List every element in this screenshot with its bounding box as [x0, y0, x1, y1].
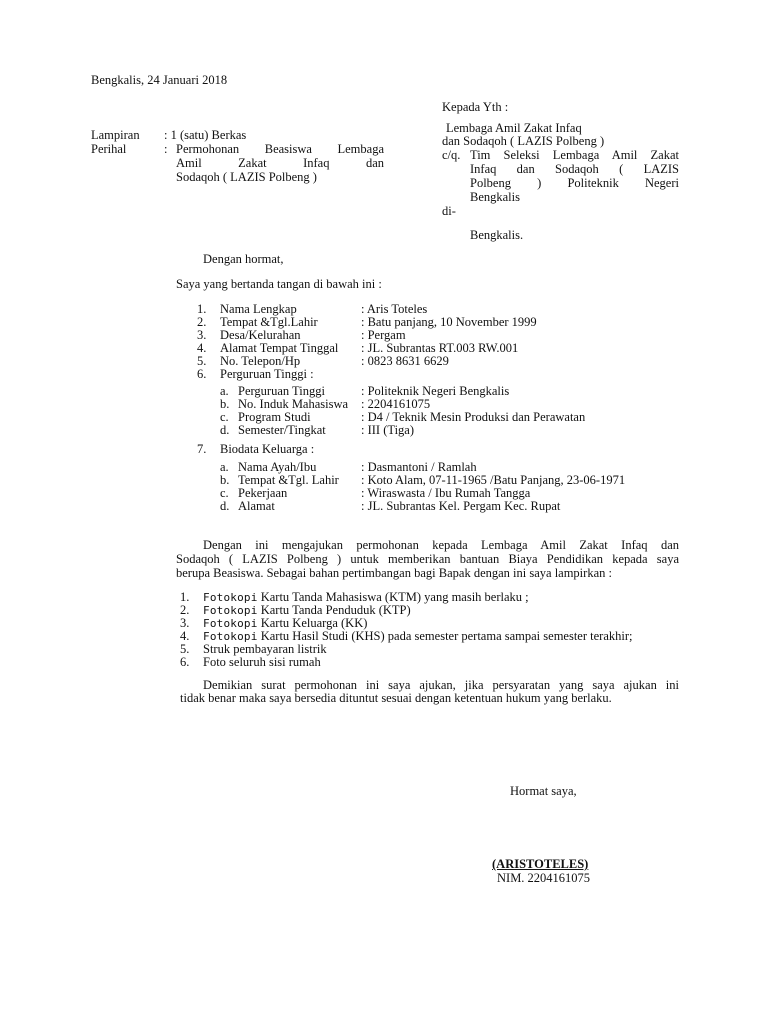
field-label: Nama Ayah/Ibu [238, 460, 317, 474]
salutation: Dengan hormat, [203, 252, 284, 266]
regards: Hormat saya, [510, 784, 577, 798]
field-value: : III (Tiga) [361, 423, 415, 437]
perihal-line-1: Permohonan Beasiswa Lembaga [176, 142, 384, 156]
lampiran-label: Lampiran [91, 128, 140, 142]
field-value: : Politeknik Negeri Bengkalis [361, 384, 510, 398]
recipient-cq-line-1: Tim Seleksi Lembaga Amil Zakat [470, 148, 679, 162]
perihal-label: Perihal [91, 142, 127, 156]
intro-text: Saya yang bertanda tangan di bawah ini : [176, 277, 382, 291]
field-value: : 0823 8631 6629 [361, 354, 449, 368]
field-value: : Dasmantoni / Ramlah [361, 460, 477, 474]
field-label: Program Studi [238, 410, 311, 424]
lampiran-value: : 1 (satu) Berkas [164, 128, 247, 142]
field-value: : D4 / Teknik Mesin Produksi dan Perawatan [361, 410, 586, 424]
field-label: Perguruan Tinggi : [220, 367, 314, 381]
field-value: : JL. Subrantas RT.003 RW.001 [361, 341, 519, 355]
field-label: No. Telepon/Hp [220, 354, 301, 368]
family-heading-num: 7. [197, 442, 207, 456]
signatory-name: (ARISTOTELES) [492, 857, 589, 871]
field-label: Tempat &Tgl. Lahir [238, 473, 339, 487]
recipient-line-2: dan Sodaqoh ( LAZIS Polbeng ) [442, 134, 605, 148]
perihal-line-2: Amil Zakat Infaq dan [176, 156, 384, 170]
field-value: : 2204161075 [361, 397, 431, 411]
paragraph-line-3: berupa Beasiswa. Sebagai bahan pertimbangan bagi Bapak dengan ini saya lampirkan : [176, 566, 612, 580]
recipient-city: Bengkalis. [470, 228, 524, 242]
field-label: Nama Lengkap [220, 302, 297, 316]
field-label: Perguruan Tinggi [238, 384, 325, 398]
field-value: : JL. Subrantas Kel. Pergam Kec. Rupat [361, 499, 561, 513]
recipient-di: di- [442, 204, 456, 218]
field-label: Alamat Tempat Tinggal [220, 341, 339, 355]
field-label: Alamat [238, 499, 275, 513]
family-heading: Biodata Keluarga : [220, 442, 315, 456]
field-value: : Wiraswasta / Ibu Rumah Tangga [361, 486, 531, 500]
field-value: : Batu panjang, 10 November 1999 [361, 315, 537, 329]
recipient-cq-line-3: Polbeng ) Politeknik Negeri [470, 176, 679, 190]
field-value: : Koto Alam, 07-11-1965 /Batu Panjang, 23-06-1971 [361, 473, 626, 487]
closing-line-1: Demikian surat permohonan ini saya ajukan, jika persyaratan yang saya ajukan ini [203, 678, 679, 692]
recipient-cq-prefix: c/q. [442, 148, 461, 162]
field-label: No. Induk Mahasiswa [238, 397, 349, 411]
field-label: Pekerjaan [238, 486, 288, 500]
recipient-line-1: Lembaga Amil Zakat Infaq [446, 121, 582, 135]
letter-date: Bengkalis, 24 Januari 2018 [91, 73, 228, 87]
signatory-nim: NIM. 2204161075 [497, 871, 591, 885]
recipient-cq-line-2: Infaq dan Sodaqoh ( LAZIS [470, 162, 679, 176]
paragraph-line-1: Dengan ini mengajukan permohonan kepada Lembaga Amil Zakat Infaq dan [203, 538, 679, 552]
field-value: : Aris Toteles [361, 302, 428, 316]
recipient-cq-line-4: Bengkalis [470, 190, 520, 204]
field-label: Tempat &Tgl.Lahir [220, 315, 318, 329]
field-label: Semester/Tingkat [238, 423, 326, 437]
closing-line-2: tidak benar maka saya bersedia dituntut sesuai dengan ketentuan hukum yang berlaku. [180, 691, 612, 705]
recipient-greeting: Kepada Yth : [442, 100, 509, 114]
perihal-colon: : [164, 142, 168, 156]
field-value: : Pergam [361, 328, 406, 342]
perihal-line-3: Sodaqoh ( LAZIS Polbeng ) [176, 170, 317, 184]
paragraph-line-2: Sodaqoh ( LAZIS Polbeng ) untuk memberikan bantuan Biaya Pendidikan kepada saya [176, 552, 679, 566]
field-label: Desa/Kelurahan [220, 328, 301, 342]
